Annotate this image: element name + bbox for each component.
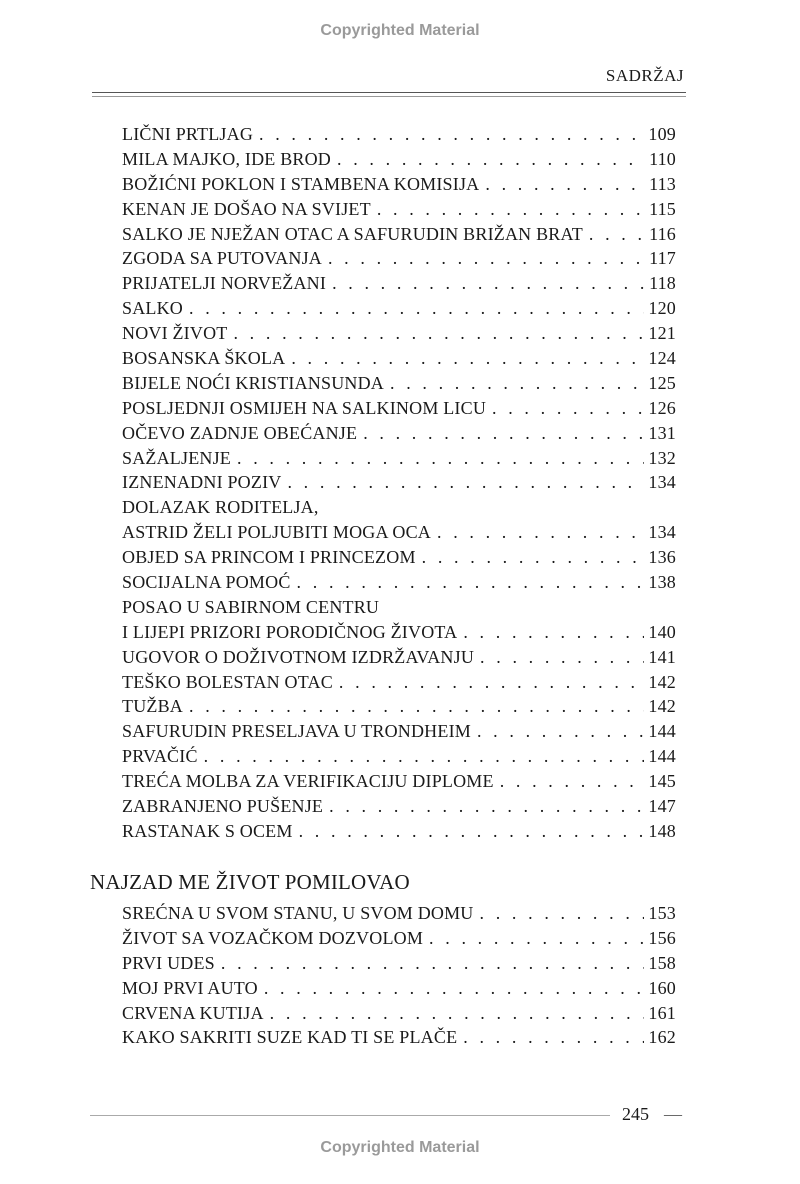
toc-entry-title: POSLJEDNJI OSMIJEH NA SALKINOM LICU [122,397,487,418]
toc-entry-page: 156 [648,927,676,948]
toc-entry [122,595,676,620]
toc-entry-title: I LIJEPI PRIZORI PORODIČNOG ŽIVOTA [122,621,458,642]
toc-entry [122,620,676,645]
toc-entry-title: MILA MAJKO, IDE BROD [122,148,332,169]
toc-entry-title: PRVI UDES [122,952,215,973]
dot-leader [422,545,645,570]
toc-entry-title: SAFURUDIN PRESELJAVA U TRONDHEIM [122,721,471,742]
dot-leader [291,346,644,371]
dot-leader [390,371,644,396]
toc-entry [122,172,676,197]
dot-leader [377,197,645,222]
toc-entry-title: BOŽIĆNI POKLON I STAMBENA KOMISIJA [122,173,480,194]
toc-entry [122,520,676,545]
toc-entry-title: OČEVO ZADNJE OBEĆANJE [122,422,358,443]
toc-entry-page: 126 [648,397,676,418]
running-head: SADRŽAJ [605,66,684,85]
dot-leader [299,819,645,844]
toc-entry [122,645,676,670]
toc-entry-page: 160 [648,977,676,998]
toc-entry [122,271,676,296]
dot-leader [189,694,644,719]
toc-entry-title: POSAO U SABIRNOM CENTRU [122,596,380,617]
dot-leader [437,520,644,545]
toc-entry [122,545,676,570]
toc-entry-page: 140 [648,621,676,642]
section-heading: NAJZAD ME ŽIVOT POMILOVAO [90,870,410,894]
dot-leader [259,122,644,147]
toc-entry-page: 118 [649,273,676,294]
toc-entry-page: 161 [648,1002,676,1023]
page-number: 245 [622,1104,649,1124]
toc-entry [122,421,676,446]
toc-entry-page: 120 [648,298,676,319]
toc-entry [122,147,676,172]
dot-leader [328,246,645,271]
dot-leader [332,271,645,296]
dot-leader [485,172,645,197]
dot-leader [233,321,644,346]
toc-entry [122,197,676,222]
dot-leader [237,446,644,471]
toc-entry-title: TUŽBA [122,696,183,717]
watermark-bottom: Copyrighted Material [320,1139,480,1156]
toc-entry-title: MOJ PRVI AUTO [122,977,258,998]
dot-leader [429,926,644,951]
toc-entry-page: 124 [648,348,676,369]
toc-entry-page: 132 [648,447,676,468]
toc-entry [122,670,676,695]
toc-entry [122,769,676,794]
toc-entry-page: 142 [648,696,676,717]
toc-entry-page: 131 [648,422,676,443]
toc-entry-page: 148 [648,820,676,841]
toc-entry [122,744,676,769]
footer-rule [90,1115,610,1116]
toc-entry [122,222,676,247]
toc-entry-page: 162 [648,1027,676,1048]
watermark-top: Copyrighted Material [320,22,480,39]
toc-entry [122,570,676,595]
dot-leader [363,421,644,446]
toc-entry-page: 134 [648,472,676,493]
toc-entry [122,976,676,1001]
toc-entry-page: 153 [648,903,676,923]
toc-entry-title: KENAN JE DOŠAO NA SVIJET [122,198,371,219]
toc-entry-page: 138 [648,572,676,593]
toc-entry-title: RASTANAK S OCEM [122,820,293,841]
toc-entry [122,901,676,926]
toc-entry [122,371,676,396]
toc-entry [122,1001,676,1026]
toc-entry-page: 136 [648,547,676,568]
toc-entry-title: IZNENADNI POZIV [122,472,282,493]
dot-leader [463,1025,644,1050]
dot-leader [189,296,644,321]
dot-leader [339,670,644,695]
toc-entry [122,694,676,719]
dot-leader [270,1001,645,1026]
toc-entry [122,346,676,371]
toc-entry-page: 145 [648,771,676,792]
toc-entry-page: 113 [649,173,676,194]
toc-entry-title: SOCIJALNA POMOĆ [122,572,291,593]
toc-entry-page: 158 [648,952,676,973]
toc-entry-title: PRIJATELJI NORVEŽANI [122,273,327,294]
toc-entry-title: PRVAČIĆ [122,746,198,767]
toc-entry-title: OBJED SA PRINCOM I PRINCEZOM [122,547,416,568]
toc-entry-title: ZGODA SA PUTOVANJA [122,248,322,269]
toc-entry [122,321,676,346]
dot-leader [337,147,645,172]
toc-entry-title: SALKO [122,298,184,319]
toc-entry-page: 142 [648,671,676,692]
dot-leader [500,769,645,794]
toc-entry-page: 121 [648,323,676,344]
toc-entry-title: KAKO SAKRITI SUZE KAD TI SE PLAČE [122,1027,458,1048]
toc-entry [122,719,676,744]
toc-entry [122,794,676,819]
dot-leader [492,396,644,421]
toc-entry-title: ŽIVOT SA VOZAČKOM DOZVOLOM [122,927,424,948]
toc-entry-page: 116 [649,223,676,244]
toc-entry-title: BOSANSKA ŠKOLA [122,348,286,369]
toc-entry-title: ASTRID ŽELI POLJUBITI MOGA OCA [122,522,431,543]
toc-entry-title: TEŠKO BOLESTAN OTAC [122,671,333,692]
toc-entry-title: BIJELE NOĆI KRISTIANSUNDA [122,372,384,393]
toc-entry-page: 144 [648,721,676,742]
toc-entry [122,470,676,495]
footer-dash: — [664,1104,682,1124]
toc-entry-title: SREĆNA U SVOM STANU, U SVOM DOMU [122,903,474,923]
toc-entry-page: 141 [648,646,676,667]
toc-entry-page: 110 [649,148,676,169]
toc-entry-title: TREĆA MOLBA ZA VERIFIKACIJU DIPLOME [122,771,494,792]
dot-leader [297,570,645,595]
toc-entry-title: UGOVOR O DOŽIVOTNOM IZDRŽAVANJU [122,646,475,667]
toc-entry-title: NOVI ŽIVOT [122,323,228,344]
dot-leader [463,620,644,645]
dot-leader [589,222,645,247]
toc-entry [122,446,676,471]
toc-entry-page: 115 [649,198,676,219]
header-rule [92,92,686,97]
dot-leader [287,470,644,495]
dot-leader [480,901,645,926]
toc-list [122,901,676,1050]
toc-entry [122,926,676,951]
toc-entry [122,246,676,271]
dot-leader [329,794,644,819]
dot-leader [480,645,644,670]
dot-leader [264,976,645,1001]
toc-entry [122,819,676,844]
toc-entry-page: 144 [648,746,676,767]
toc-list [122,122,676,844]
toc-entry [122,296,676,321]
toc-entry-page: 117 [649,248,676,269]
dot-leader [204,744,645,769]
toc-entry-title: CRVENA KUTIJA [122,1002,264,1023]
toc-entry-page: 134 [648,522,676,543]
toc-entry [122,951,676,976]
toc-entry-title: ZABRANJENO PUŠENJE [122,796,324,817]
toc-entry-title: SAŽALJENJE [122,447,231,468]
toc-entry-page: 147 [648,796,676,817]
toc-entry-title: SALKO JE NJEŽAN OTAC A SAFURUDIN BRIŽAN BRAT [122,223,583,244]
dot-leader [477,719,644,744]
toc-entry [122,1025,676,1050]
toc-entry-page: 109 [648,124,676,144]
toc-entry-title: LIČNI PRTLJAG [122,124,254,144]
dot-leader [221,951,645,976]
toc-entry-page: 125 [648,372,676,393]
toc-entry-title: DOLAZAK RODITELJA, [122,497,319,518]
toc-entry [122,122,676,147]
toc-entry [122,495,676,520]
toc-entry [122,396,676,421]
